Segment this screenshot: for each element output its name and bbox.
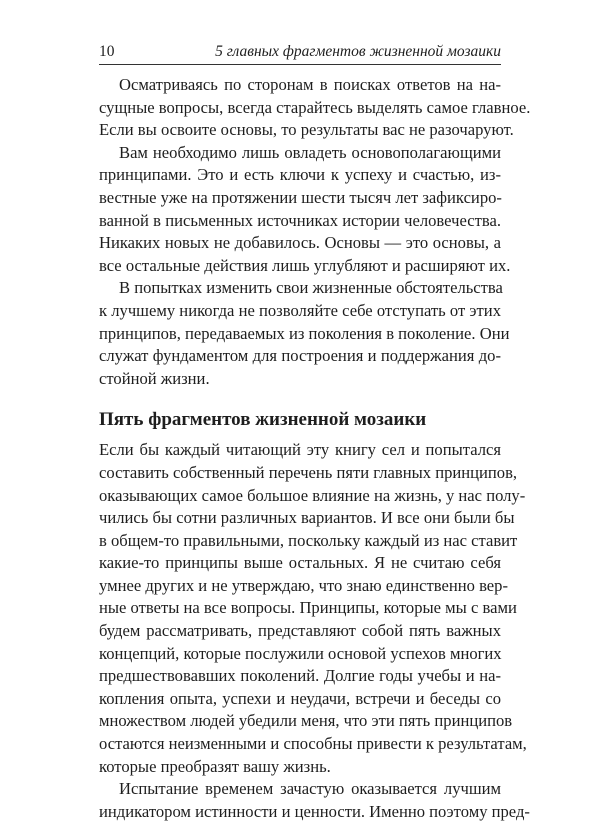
text-line: ванной в письменных источниках истории человечества. — [99, 210, 501, 230]
text-line: Если вы освоите основы, то результаты вас не разочаруют. — [99, 120, 514, 140]
paragraph — [99, 74, 531, 142]
paragraph — [99, 277, 510, 390]
text-line: концепций, которые послужили основой успехов многих — [99, 643, 502, 663]
text-line: служат фундаментом для построения и поддержания до- — [99, 346, 501, 366]
text-line: умнее других и не утверждаю, что знаю единственно вер- — [99, 575, 508, 595]
text-line: чились бы сотни различных вариантов. И все они были бы — [99, 508, 515, 528]
body-text — [99, 74, 531, 823]
text-line: стойной жизни. — [99, 368, 210, 388]
text-line: Испытание временем зачастую оказывается лучшим — [119, 779, 501, 799]
text-line: предшествовавших поколений. Долгие годы учебы и на- — [99, 666, 501, 686]
text-line: сущные вопросы, всегда старайтесь выделять самое главное. — [99, 97, 531, 117]
paragraph — [99, 142, 511, 278]
text-line: множеством людей убедили меня, что эти пять принципов — [99, 711, 513, 731]
section-heading: Пять фрагментов жизненной мозаики — [99, 409, 427, 431]
text-line: принципами. Это и есть ключи к успеху и счастью, из- — [99, 165, 501, 185]
text-line: В попытках изменить свои жизненные обстоятельства — [119, 278, 503, 298]
text-line: Если бы каждый читающий эту книгу сел и попытался — [99, 440, 501, 460]
paragraph — [99, 439, 527, 778]
text-line: индикатором истинности и ценности. Именно поэтому пред- — [99, 801, 530, 821]
text-line: Никаких новых не добавилось. Основы — это основы, а — [99, 233, 501, 253]
text-line: какие-то принципы выше остальных. Я не считаю себя — [99, 553, 501, 573]
text-line: ные ответы на все вопросы. Принципы, которые мы с вами — [99, 598, 517, 618]
text-line: все остальные действия лишь углубляют и расширяют их. — [99, 255, 511, 275]
text-line: составить собственный перечень пяти главных принципов, — [99, 462, 518, 482]
running-header — [99, 42, 501, 65]
paragraph — [99, 778, 530, 823]
page-number: 10 — [99, 43, 115, 60]
text-line: оказывающих самое большое влияние на жизнь, у нас полу- — [99, 485, 526, 505]
text-line: принципов, передаваемых из поколения в поколение. Они — [99, 323, 510, 343]
text-line: которые преобразят вашу жизнь. — [99, 756, 331, 776]
text-line: Вам необходимо лишь овладеть основополагающими — [119, 142, 501, 162]
running-title: 5 главных фрагментов жизненной мозаики — [215, 43, 501, 60]
text-line: в общем-то правильными, поскольку каждый из нас ставит — [99, 530, 518, 550]
text-line: Осматриваясь по сторонам в поисках ответов на на- — [119, 75, 501, 94]
text-line: вестные уже на протяжении шести тысяч лет зафиксиро- — [99, 187, 502, 207]
text-line: остаются неизменными и способны привести к результатам, — [99, 734, 527, 754]
text-line: будем рассматривать, представляют собой пять важных — [99, 621, 501, 641]
text-line: копления опыта, успехи и неудачи, встречи и беседы со — [99, 688, 501, 708]
text-line: к лучшему никогда не позволяйте себе отступать от этих — [99, 300, 501, 320]
